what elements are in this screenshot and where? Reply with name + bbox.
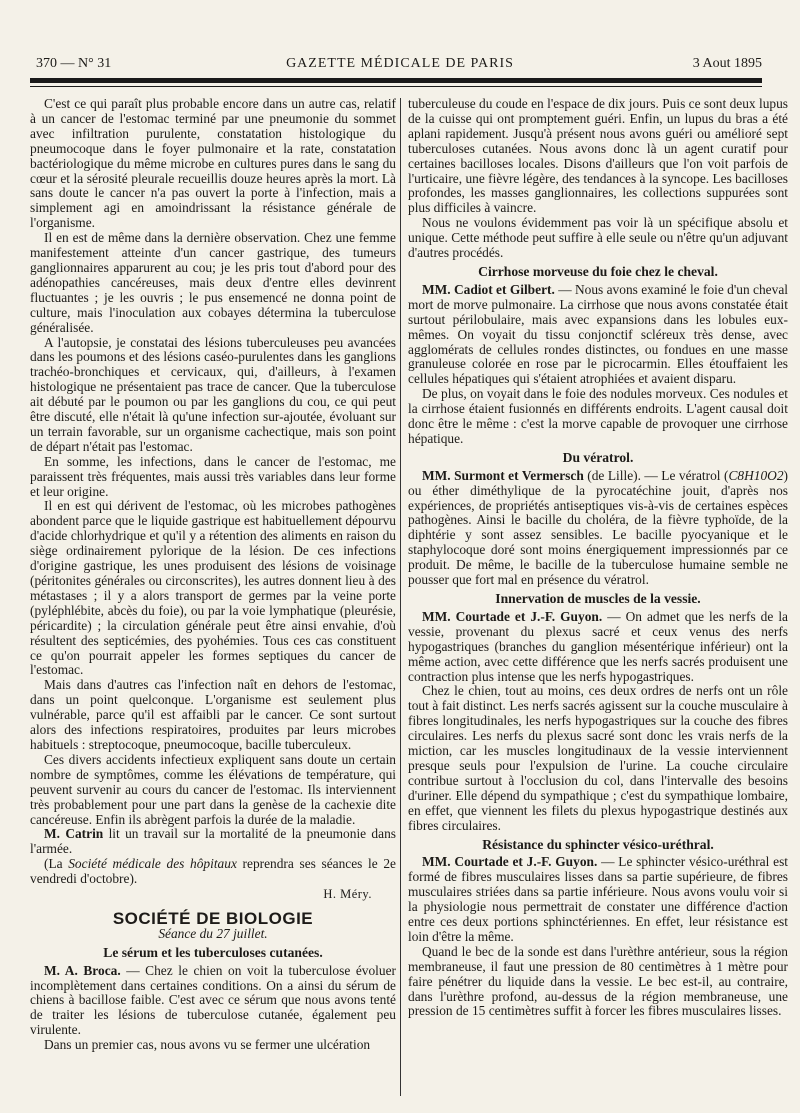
paragraph-text: lit un travail sur la mortalité de la pneumonie dans l'armée. xyxy=(30,826,396,857)
paragraph: De plus, on voyait dans le foie des nodules morveux. Ces nodules et la cirrhose étaient fusionnés en différents endroits. L'agent causal doit donc être le même : c'est la morve capable de provoquer une cirrhose hépatique. xyxy=(408,386,788,446)
paragraph-text: (de Lille). — Le vératrol ( xyxy=(583,467,729,483)
article-heading: Le sérum et les tuberculoses cutanées. xyxy=(103,944,323,960)
header-rule-thin xyxy=(30,86,762,87)
author-name: MM. Cadiot et Gilbert. xyxy=(422,281,555,297)
author-name: M. A. Broca. xyxy=(44,962,121,978)
column-divider xyxy=(400,98,401,1096)
paragraph xyxy=(408,610,788,685)
paragraph xyxy=(408,469,788,588)
article-heading: Innervation de muscles de la vessie. xyxy=(495,591,701,606)
paragraph xyxy=(30,827,396,857)
paragraph: tuberculeuse du coude en l'espace de dix jours. Puis ce sont deux lupus de la cuisse qui ont promptement guéri. Enfin, un lupus du bras a été aplani rapidement. Jusqu'à présent nous avons guéri ou amélioré sept tuberculoses cutanées. Nous avons donc là un agent curatif pour certaines bacilloses locales. Disons d'ailleurs que l'on voit parfois de l'urticaire, une fièvre légère, des tendances à la syncope. Les bacilloses profondes, les masses ganglionnaires, les collections suppurées sont plus difficiles à vaincre. xyxy=(408,96,788,216)
header-rule-thick xyxy=(30,78,762,83)
paragraph: Chez le chien, tout au moins, ces deux ordres de nerfs ont un rôle tout à fait distinct. Les nerfs sacrés agissent sur la couche musculaire à fibres longitudinales, les nerfs hypogastriques sur la couche des fibres circulaires. Les nerfs du plexus sacré sont donc les vrais nerfs de la miction, car les muscles longitudinaux de la vessie interviennent presque seuls pour l'expulsion de l'urine. La couche circulaire contribue surtout à l'occlusion du col, dans l'intervalle des besoins d'uriner. Elle dépend du sympathique ; c'est du sympathique lombaire, en effet, que viennent les filets du plexus hypogastrique destinés aux fibres circulaires. xyxy=(408,683,788,833)
author-name: MM. Courtade et J.-F. Guyon. xyxy=(422,608,603,624)
journal-title: GAZETTE MÉDICALE DE PARIS xyxy=(286,56,514,71)
paragraph xyxy=(408,855,788,944)
paragraph-text: — Chez le chien on voit la tuberculose évoluer incomplètement dans certaines conditions. On a ainsi du sérum de chiens à bacillose faible. C'est avec ce sérum que nous avons tenté de traiter les lésions de tuberculose cutanée, également peu virulente. xyxy=(30,962,396,1038)
paragraph: Il en est qui dérivent de l'estomac, où les microbes pathogènes abondent parce que le liquide gastrique est habituellement dépourvu d'acide chlorhydrique et qu'il y a rétention des aliments en raison du siège ordinairement pylorique de la lésion. De ces infections d'origine gastrique, les unes produisent des lésions de voisinage (péritonites générales ou circonscrites), les autres donnent lieu à des métastases ; il y a alors transport de germes par la veine porte (pyléphlébite, abcès du foie), ou par la voie lymphatique (pleurésie, péricardite) ; la circulation générale peut être ainsi envahie, d'où résultent des septicémies, des pyohémies. Tous ces cas constituent ce qu'on pourrait appeler les formes septiques du cancer de l'estomac. xyxy=(30,498,396,678)
signature: H. Méry. xyxy=(323,887,372,902)
paragraph xyxy=(408,283,788,387)
paragraph: Ces divers accidents infectieux expliquent sans doute un certain nombre de symptômes, comme les élévations de température, qui peuvent survenir au cours du cancer de l'estomac. Ils interviennent très probablement pour une part dans la genèse de la cachexie dite cancéreuse. Enfin ils abrègent parfois la durée de la maladie. xyxy=(30,751,396,827)
paragraph xyxy=(30,964,396,1039)
author-name: MM. Surmont et Vermersch xyxy=(422,467,584,483)
paragraph-text: reprendra ses séances le 2e vendredi d'octobre). xyxy=(30,856,396,887)
paragraph: Nous ne voulons évidemment pas voir là un spécifique absolu et unique. Cette méthode peut suffire à elle seule ou n'être qu'un adjuvant d'autres procédés. xyxy=(408,215,788,261)
paragraph: A l'autopsie, je constatai des lésions tuberculeuses peu avancées dans les poumons et des lésions caséo-purulentes dans les ganglions trachéo-bronchiques et cervicaux, qui, d'ailleurs, à l'examen histologique ne présentaient pas trace de cancer. Que la tuberculose ait débuté par le poumon ou par les ganglions du cou, ce qui peut être discuté, elle n'était là qu'une infection sur-ajoutée, évoluant sur un terrain favorable, sur un organisme cachectique, mais son point de départ n'était pas l'estomac. xyxy=(30,334,396,454)
paragraph: En somme, les infections, dans le cancer de l'estomac, me paraissent très fréquentes, mais aussi très variables dans leur forme et leur origine. xyxy=(30,453,396,499)
paragraph: Dans un premier cas, nous avons vu se fermer une ulcération xyxy=(44,1037,371,1053)
paragraph: C'est ce qui paraît plus probable encore dans un autre cas, relatif à un cancer de l'estomac terminé par une pneumonie du sommet avec infiltration purulente, constatation histologique du pneumocoque dans le foyer pulmonaire et la rate, constatation bactériologique du même microbe en cultures pures dans le sang du cœur et la sérosité pleurale recueillis douze heures après la mort. Là sans doute le cancer n'a pas ouvert la porte à l'infection, mais a simplement agi en amoindrissant la résistance générale de l'organisme. xyxy=(30,96,396,231)
article-heading: Du vératrol. xyxy=(562,449,634,465)
chemical-formula: C8H10O2 xyxy=(728,467,784,483)
paragraph-text: — On admet que les nerfs de la vessie, provenant du plexus sacré et ceux venus des nerfs hypogastriques (branches du ganglion mésentérique inférieur) ont la même action, avec cette différence que les nerfs sacrés produisent une contraction plus intense que les nerfs hypogastriques. xyxy=(408,608,788,684)
paragraph: Il en est de même dans la dernière observation. Chez une femme manifestement atteinte d'un cancer gastrique, des tumeurs ganglionnaires apparurent au cou; je les pris tout d'abord pour des adénopathies cancéreuses, mais deux d'entre elles devinrent fluctuantes ; je les ouvris ; le pus ensemencé ne donna point de culture, mais l'inoculation aux cobayes détermina la tuberculose généralisée. xyxy=(30,230,396,335)
section-title: SOCIÉTÉ DE BIOLOGIE xyxy=(112,908,314,928)
paragraph: Mais dans d'autres cas l'infection naît en dehors de l'estomac, dans un point quelconque. L'organisme est seulement plus vulnérable, parce qu'il est affaibli par le cancer. Ce sont surtout alors des infections respiratoires, produites par leurs microbes habituels : streptocoque, pneumocoque, bacille tuberculeux. xyxy=(30,677,396,752)
right-column xyxy=(408,97,788,1019)
paragraph: Quand le bec de la sonde est dans l'urèthre antérieur, sous la région membraneuse, il faut une pression de 80 centimètres à 1 mètre pour faire pénétrer du liquide dans la vessie. Le bec est-il, au contraire, dans l'urèthre profond, au-dessus de la région membraneuse, une pression de 15 centimètres suffit à forcer les fibres musculaires lisses. xyxy=(408,943,788,1019)
article-heading: Résistance du sphincter vésico-uréthral. xyxy=(482,836,714,852)
society-name: Société médicale des hôpitaux xyxy=(68,856,237,872)
article-heading: Cirrhose morveuse du foie chez le cheval. xyxy=(478,263,718,279)
paragraph-text: — Nous avons examiné le foie d'un cheval mort de morve pulmonaire. La cirrhose que nous avons constatée était surtout périlobulaire, mais avec expansions dans les lobules eux-mêmes. On voyait du tissu conjonctif scléreux très dense, avec agglomérats de cellules rondes distinctes, ou fondues en une masse granuleuse colorée en rose par le picrocarmin. Elles étouffaient les cellules hépatiques qui s'étaient atrophiées et avaient disparu. xyxy=(408,281,788,387)
paragraph-text: ) ou éther diméthylique de la pyrocatéchine jouit, d'après nos expériences, de propriétés antiseptiques vis-à-vis de certaines espèces pathogènes. Ainsi le bacille du choléra, de la fièvre typhoïde, de la diphtérie y sont assez sensibles. Le bacille pyocyanique et le staphylocoque doré sont moins énergiquement impressionnés par ce produit. De même, le bacille de la tuberculose humaine semble ne pousser que fort mal en présence du vératrol. xyxy=(408,467,788,588)
author-name: MM. Courtade et J.-F. Guyon. xyxy=(422,854,598,870)
session-date: Séance du 27 juillet. xyxy=(158,925,268,941)
page-number: 370 — N° 31 xyxy=(36,56,112,71)
page-header xyxy=(30,52,770,74)
author-name: M. Catrin xyxy=(44,826,104,842)
paragraph-text: — Le sphincter vésico-uréthral est formé de fibres musculaires lisses dans sa partie supérieure, de fibres musculaires striées dans sa partie inférieure. Nous avons voulu voir si la physiologie nous permettrait de constater une différence d'action entre ces deux portions sphinctériennes. En effet, leur résistance est loin d'être la même. xyxy=(408,854,788,944)
issue-date: 3 Aout 1895 xyxy=(692,56,762,71)
left-column xyxy=(30,97,396,1053)
paragraph xyxy=(30,857,396,887)
paragraph-text: (La xyxy=(44,856,69,872)
